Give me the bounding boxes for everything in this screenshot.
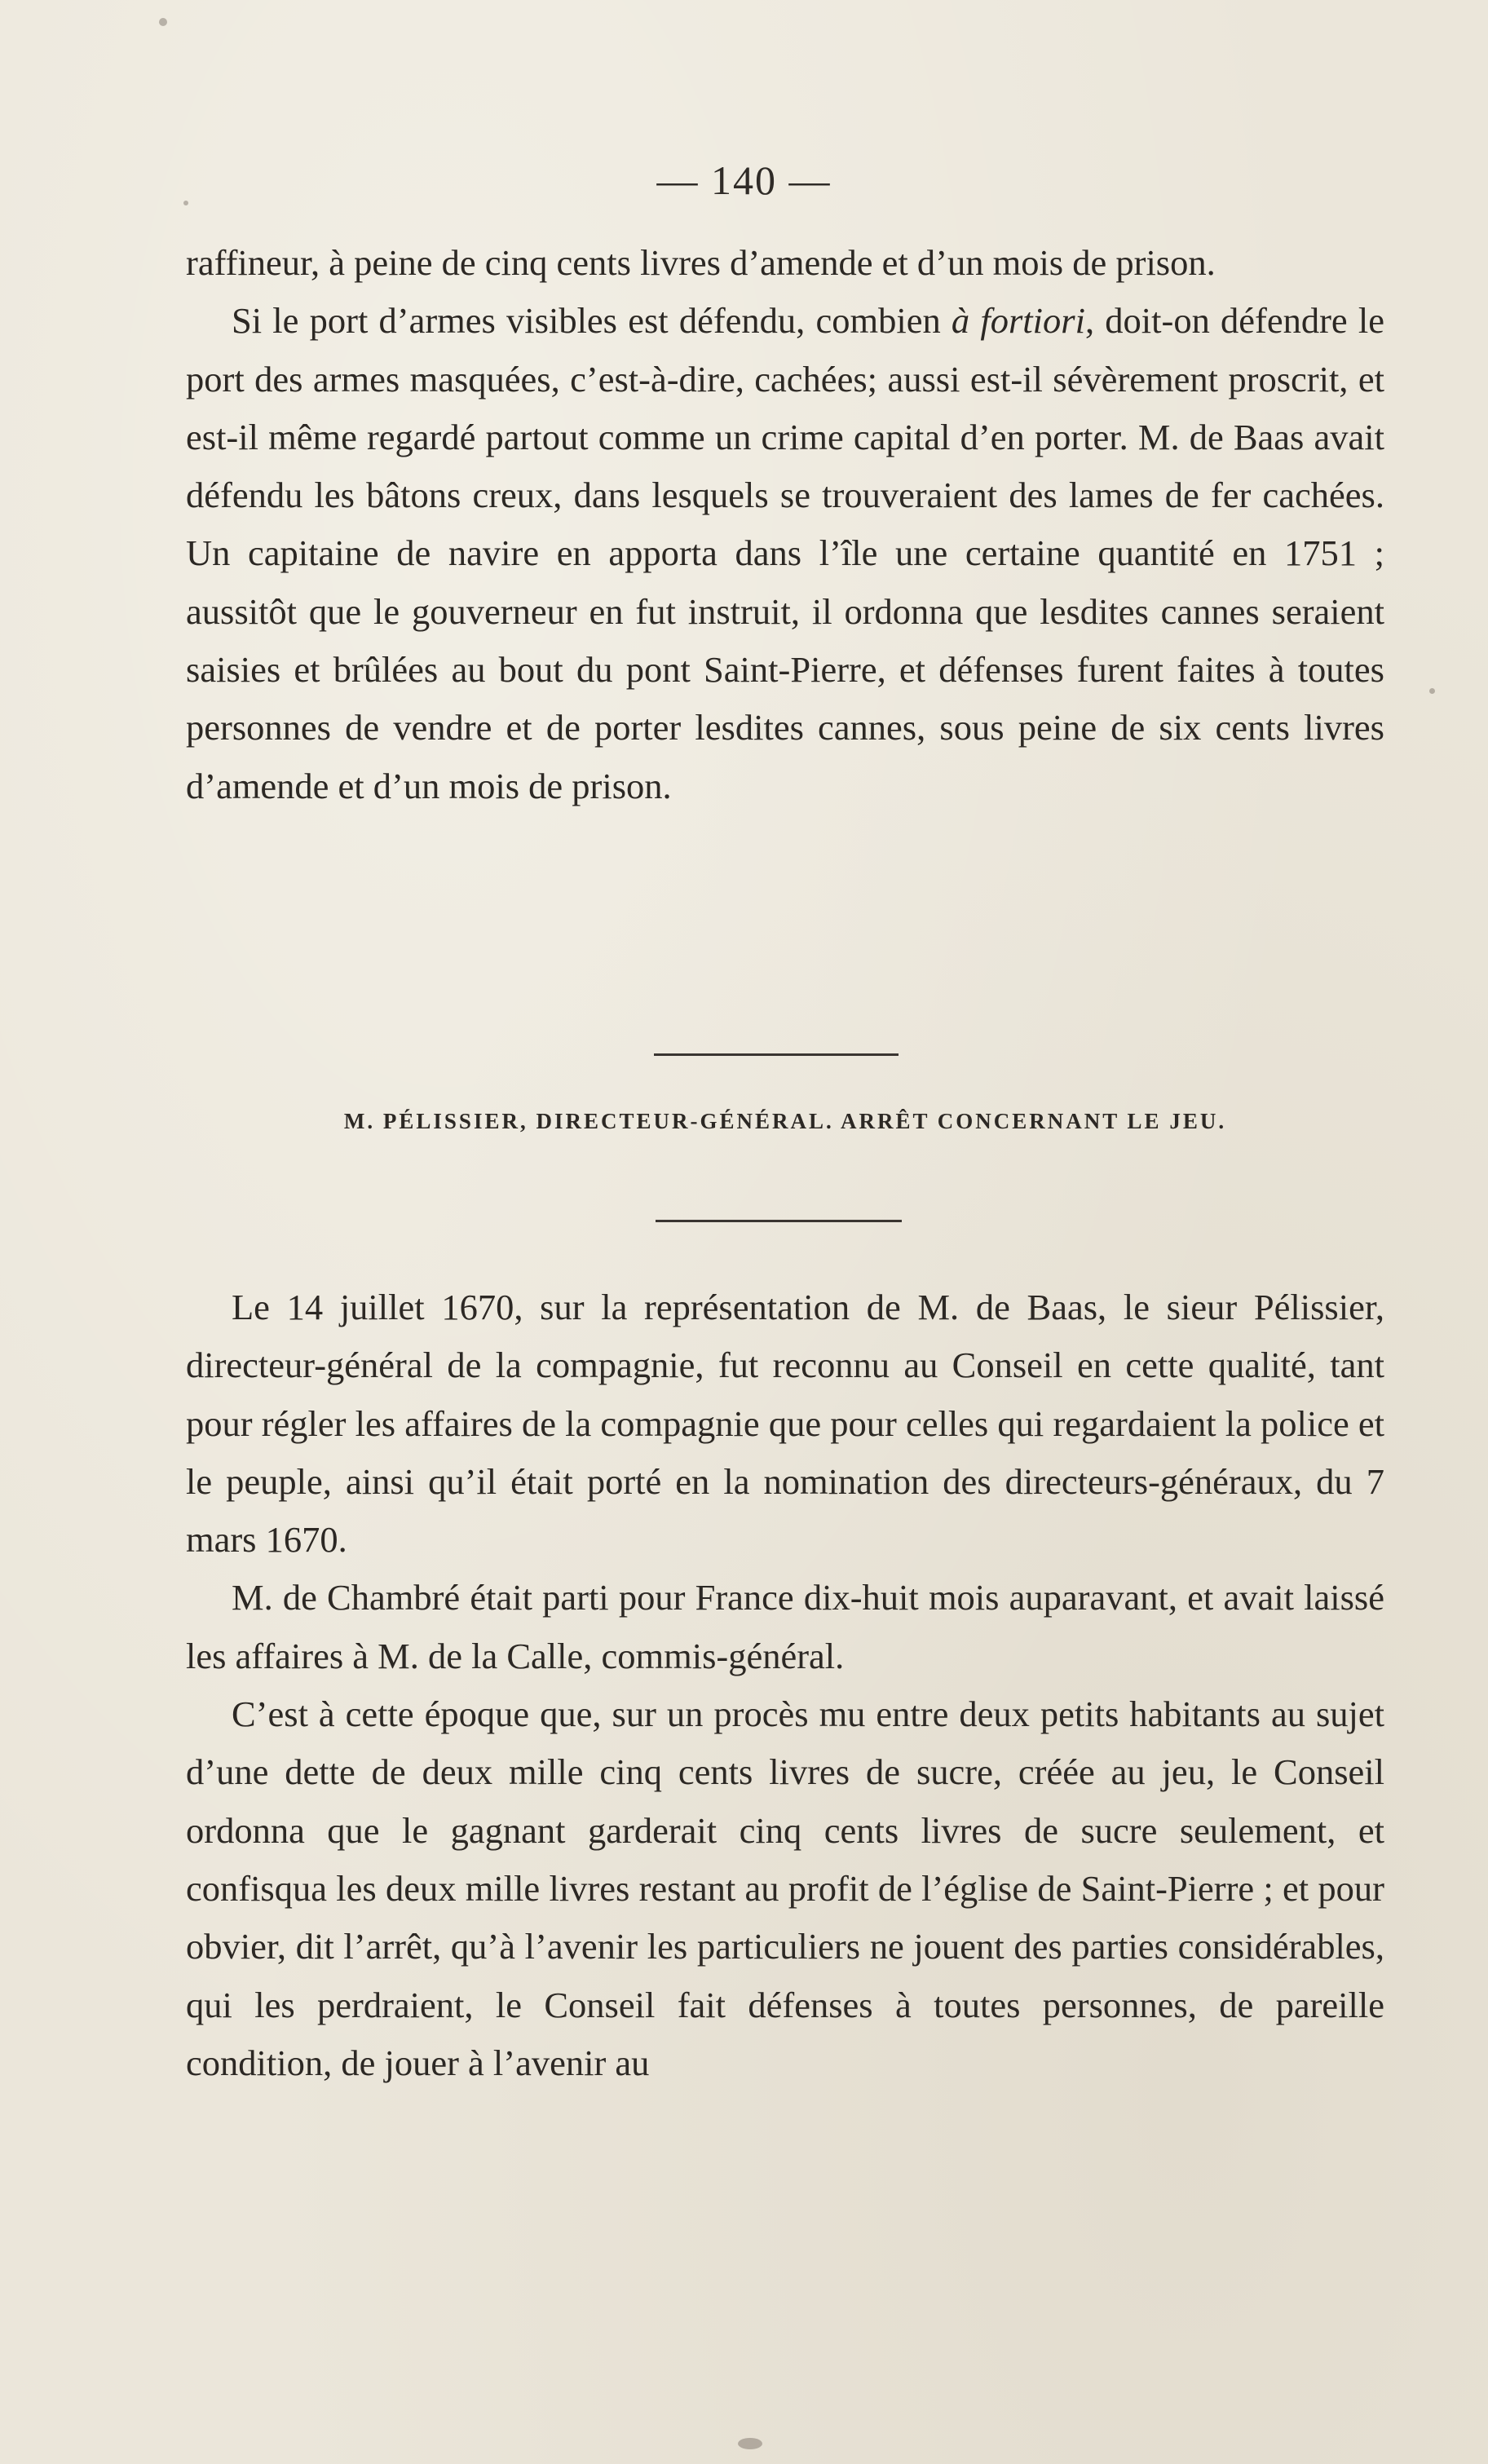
paper-speck <box>738 2438 762 2449</box>
paragraph-armes-rest: , doit-on défendre le port des armes masquées, c’est-à-dire, cachées; aussi est-il sévèrement proscrit, et est-il même regardé partout comme un crime capital d’en porter. M. de Baas avait défendu les bâtons creux, dans lesquels se trouveraient des lames de fer cachées. Un capitaine de navire en apporta dans l’île une certaine quantité en 1751 ; aussitôt que le gouverneur en fut instruit, il ordonna que lesdites cannes seraient saisies et brûlées au bout du pont Saint-Pierre, et défenses furent faites à toutes personnes de vendre et de porter lesdites cannes, sous peine de six cents livres d’amende et d’un mois de prison. <box>186 300 1384 806</box>
section-rule-bottom <box>656 1220 902 1222</box>
paragraph-chambre: M. de Chambré était parti pour France dix-huit mois auparavant, et avait laissé les affaires à M. de la Calle, commis-général. <box>186 1577 1384 1676</box>
section-rule-top <box>654 1053 899 1056</box>
paragraph-continuation: raffineur, à peine de cinq cents livres d’amende et d’un mois de prison. <box>186 242 1216 283</box>
paragraph-armes-start: Si le port d’armes visibles est défendu, combien <box>232 300 952 342</box>
paper-speck <box>159 18 167 26</box>
page-number: — 140 — <box>656 157 832 203</box>
section-heading: M. PÉLISSIER, DIRECTEUR-GÉNÉRAL. ARRÊT CONCERNANT LE JEU. <box>343 1109 1227 1133</box>
paragraph-pelissier: Le 14 juillet 1670, sur la représentation de M. de Baas, le sieur Pélissier, directeur-général de la compagnie, fut reconnu au Conseil en cette qualité, tant pour régler les affaires de la compagnie que pour celles qui regardaient la police et le peuple, ainsi qu’il était porté en la nomination des directeurs-généraux, du 7 mars 1670. <box>186 1287 1384 1561</box>
text-block-bottom <box>186 1278 1384 2092</box>
paper-speck <box>183 201 188 205</box>
italic-fortiori: à fortiori <box>951 300 1085 342</box>
text-block-top <box>186 234 1384 815</box>
paragraph-jeu: C’est à cette époque que, sur un procès mu entre deux petits habitants au sujet d’une dette de deux mille cinq cents livres de sucre, créée au jeu, le Conseil ordonna que le gagnant garderait cinq cents livres de sucre seulement, et confisqua les deux mille livres restant au profit de l’église de Saint-Pierre ; et pour obvier, dit l’arrêt, qu’à l’avenir les particuliers ne jouent des parties considérables, qui les perdraient, le Conseil fait défenses à toutes personnes, de pareille condition, de jouer à l’avenir au <box>186 1693 1384 2083</box>
paper-speck <box>1429 688 1435 694</box>
paragraph-armes <box>186 292 1384 815</box>
